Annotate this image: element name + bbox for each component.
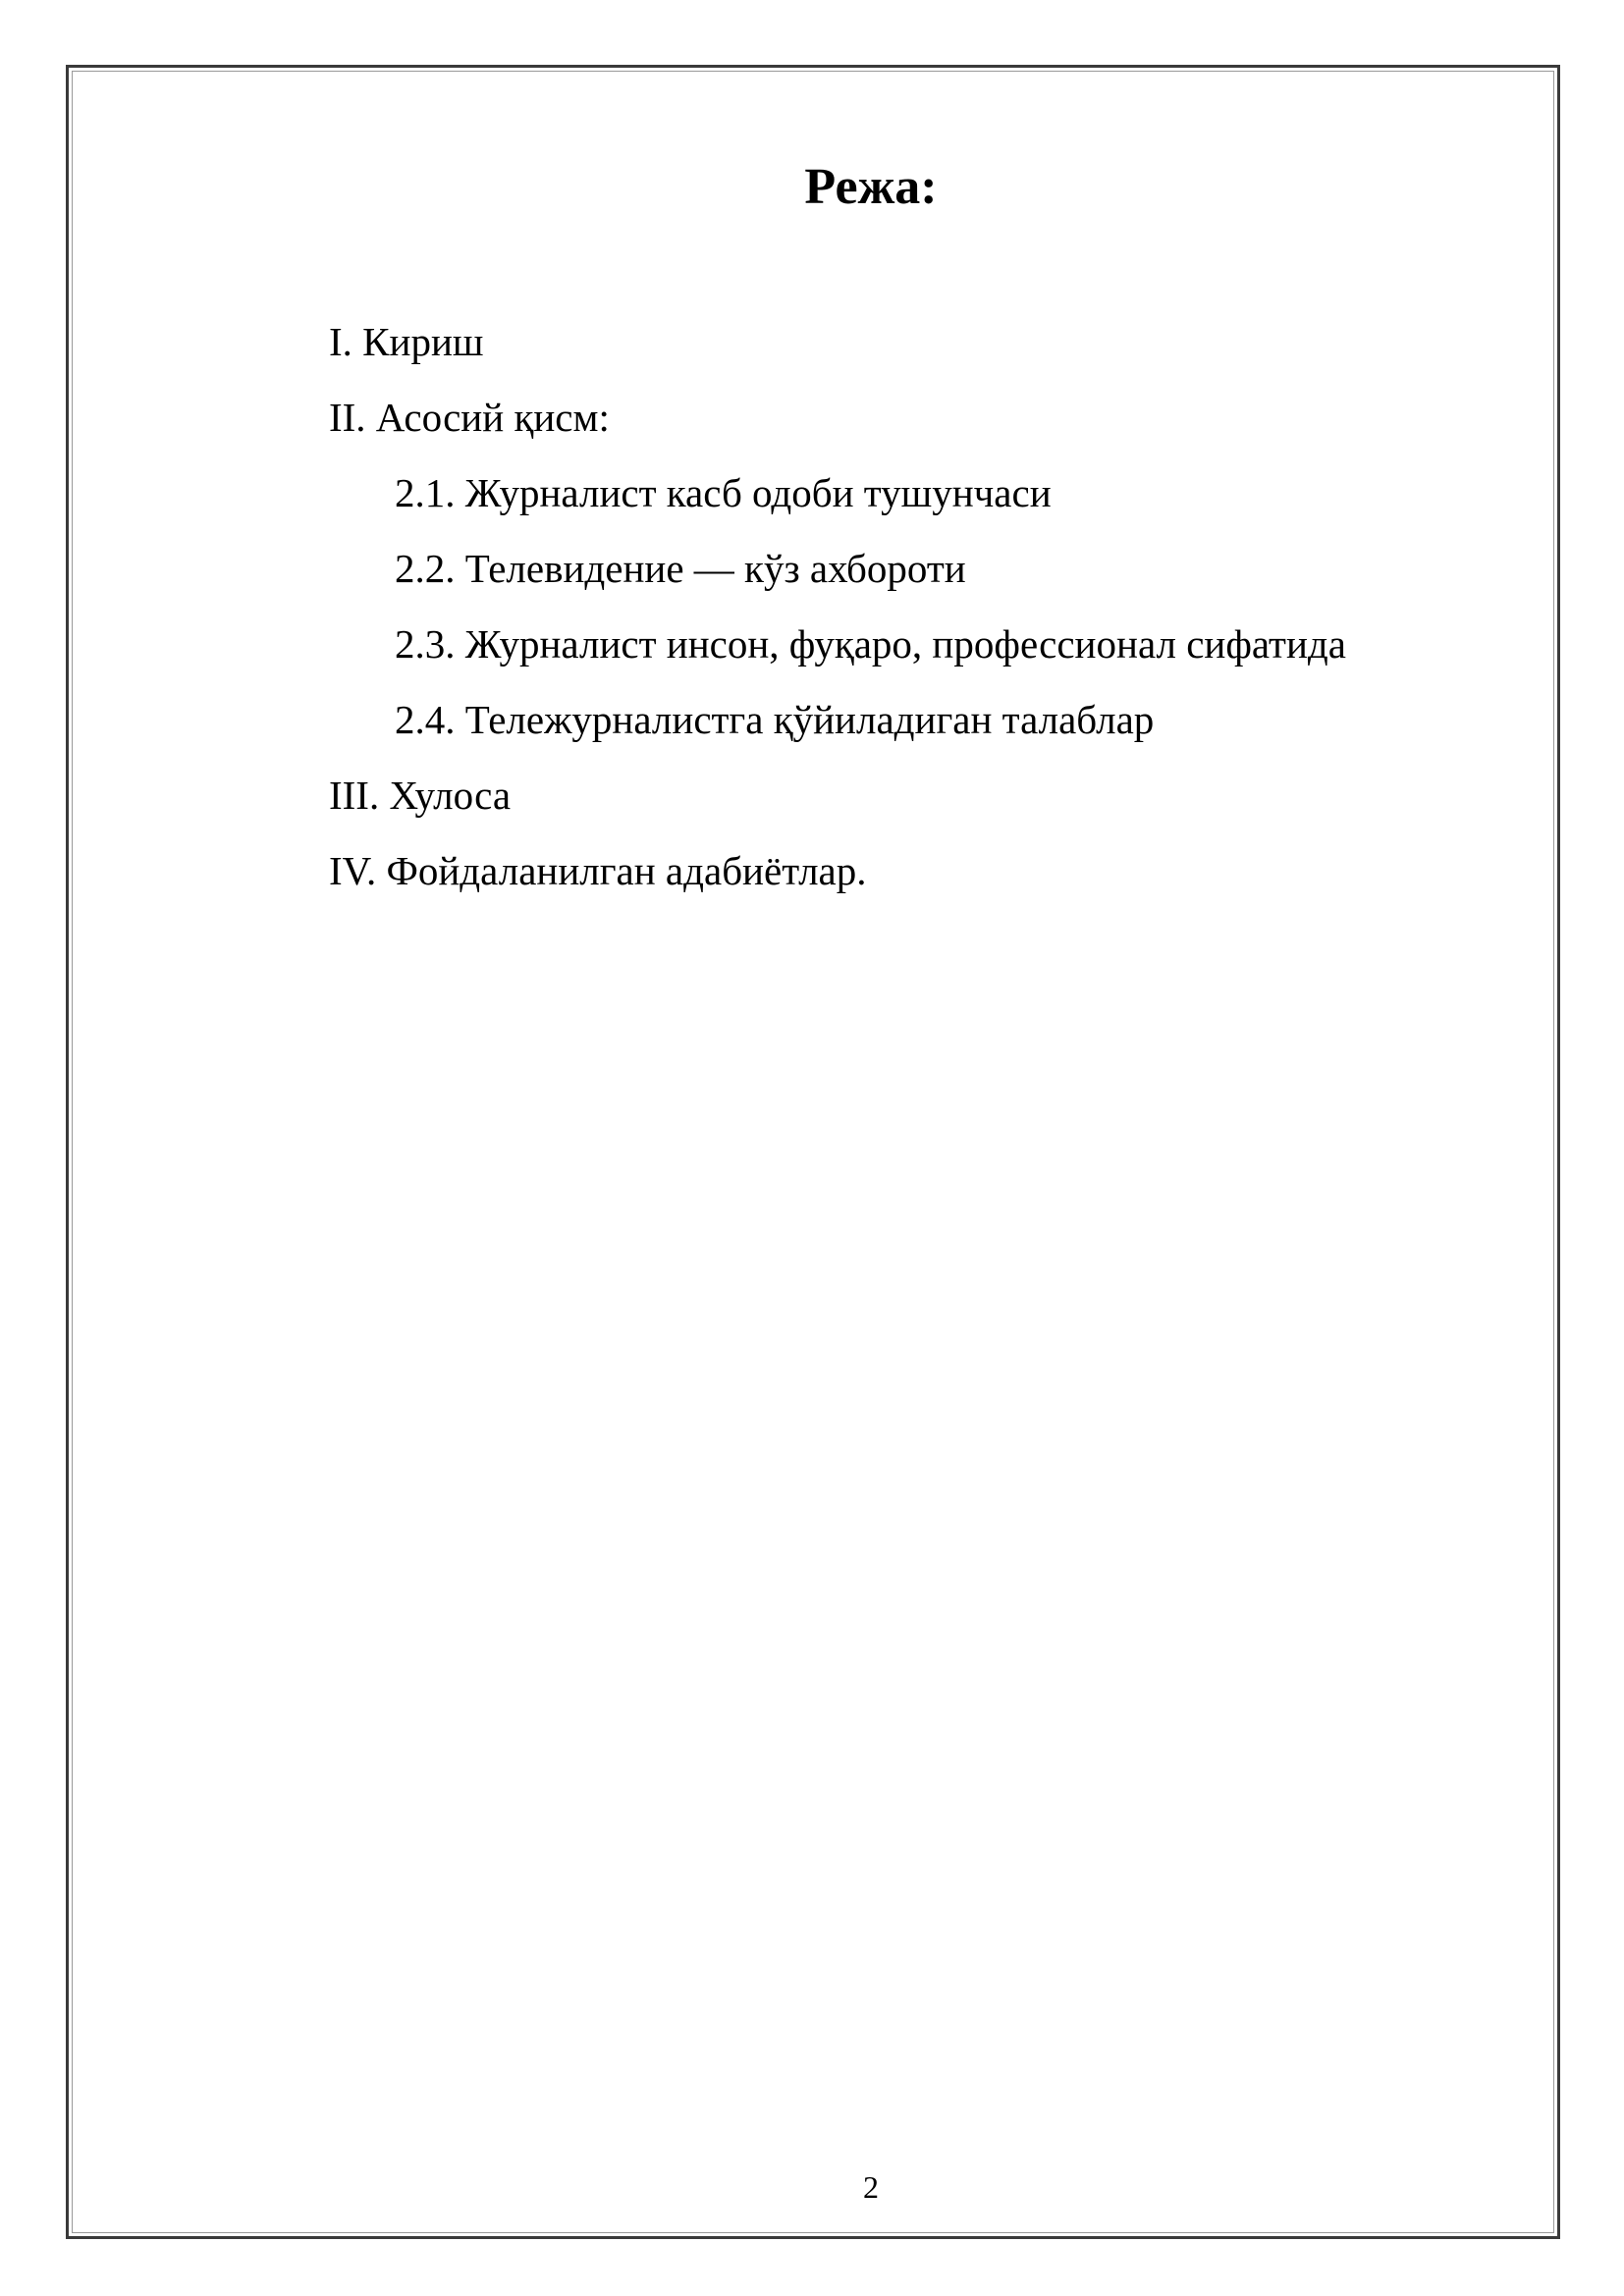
toc-item-references: IV. Фойдаланилган адабиётлар. [329,848,867,893]
toc-item-main-part: II. Асосий қисм: [329,395,610,440]
toc-subitem-2-1: 2.1. Журналист касб одоби тушунчаси [395,470,1052,515]
page-number: 2 [863,2169,879,2205]
page-title: Режа: [804,159,938,215]
table-of-contents [329,304,1346,909]
toc-subitem-2-2: 2.2. Телевидение — кўз ахбороти [395,546,966,591]
toc-item-conclusion: III. Хулоса [329,773,512,818]
toc-item-introduction: I. Кириш [329,319,484,364]
toc-subitem-2-3: 2.3. Журналист инсон, фуқаро, профессионал сифатида [395,621,1346,667]
toc-subitem-2-4: 2.4. Тележурналистга қўйиладиган талаблар [395,697,1155,742]
